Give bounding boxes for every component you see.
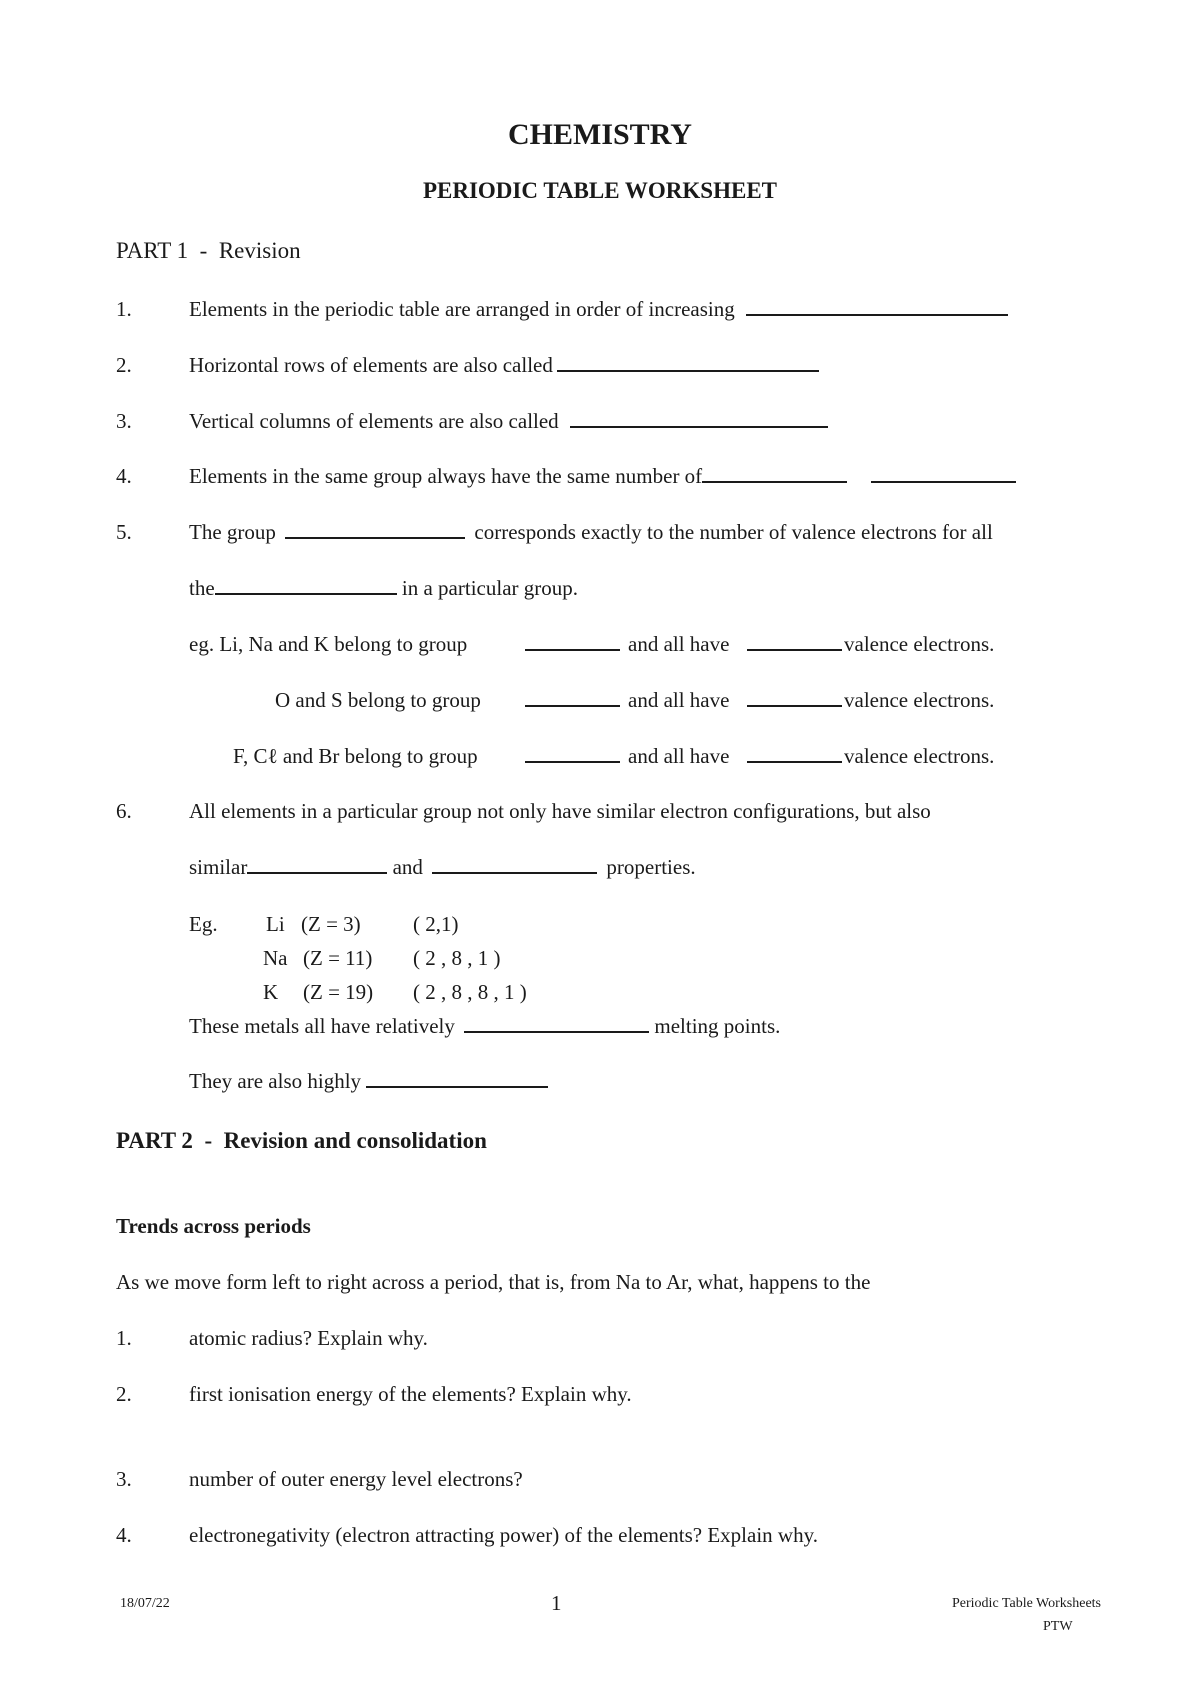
q6-melting-line <box>189 1013 780 1039</box>
q6-row-3-z: (Z = 19) <box>303 980 374 1004</box>
q6-blank-1[interactable] <box>247 854 387 874</box>
q6-row-2-element: Na <box>263 946 288 970</box>
q2-line <box>189 352 819 378</box>
trends-intro: As we move form left to right across a period, that is, from Na to Ar, what, happens to the <box>116 1270 871 1294</box>
q4-answer-blank-1[interactable] <box>702 463 847 483</box>
q6-line-2 <box>189 854 696 880</box>
q6-melting-b: melting points. <box>654 1014 781 1038</box>
q6-row-1-config: ( 2,1) <box>413 912 459 936</box>
q2-text: Horizontal rows of elements are also called <box>189 353 553 377</box>
q5-ex3-valence-blank[interactable] <box>747 743 842 763</box>
q5-ex3-valence-blank-wrap <box>747 743 842 769</box>
q6-blank-2[interactable] <box>432 854 597 874</box>
p2-item-3-text: number of outer energy level electrons? <box>189 1467 523 1491</box>
q5-ex2-valence-blank-wrap <box>747 687 842 713</box>
q5-ex1-valence-blank-wrap <box>747 631 842 657</box>
q6-text-c: and <box>392 855 423 879</box>
q5-ex2-start: O and S belong to group <box>275 688 481 712</box>
q5-ex2-all-have: and all have <box>628 688 730 712</box>
q5-ex2-valence: valence electrons. <box>844 688 995 712</box>
q5-example-3 <box>233 743 478 769</box>
q5-ex3-group-blank-wrap <box>525 743 620 769</box>
part2-name: Revision and consolidation <box>223 1128 487 1153</box>
q4-text: Elements in the same group always have the same number of <box>189 464 703 488</box>
q5-text-d: in a particular group. <box>401 576 579 600</box>
part2-heading <box>116 1128 487 1154</box>
q5-ex3-start: F, Cℓ and Br belong to group <box>233 744 478 768</box>
q6-row-3-element: K <box>263 980 279 1004</box>
q4-number: 4. <box>116 464 132 488</box>
q1-line <box>189 296 1008 322</box>
q5-ex2-group-blank-wrap <box>525 687 620 713</box>
q6-row-1-z: (Z = 3) <box>301 912 361 936</box>
part1-name: Revision <box>218 238 301 263</box>
p2-item-4-number: 4. <box>116 1523 132 1547</box>
q6-melting-blank[interactable] <box>464 1013 649 1033</box>
page-subtitle: PERIODIC TABLE WORKSHEET <box>422 178 778 203</box>
q5-number: 5. <box>116 520 132 544</box>
q6-text-b: similar <box>189 855 248 879</box>
q5-ex1-start: eg. Li, Na and K belong to group <box>189 632 468 656</box>
q5-example-2 <box>275 687 481 713</box>
q1-number: 1. <box>116 297 132 321</box>
p2-item-4-text: electronegativity (electron attracting power) of the elements? Explain why. <box>189 1523 818 1547</box>
p2-item-1-number: 1. <box>116 1326 132 1350</box>
footer-code: PTW <box>1043 1619 1073 1634</box>
q5-ex1-group-blank-wrap <box>525 631 620 657</box>
q5-ex1-valence-blank[interactable] <box>747 631 842 651</box>
footer-page-number: 1 <box>551 1591 562 1615</box>
q5-ex1-all-have: and all have <box>628 632 730 656</box>
q3-number: 3. <box>116 409 132 433</box>
q3-line <box>189 408 828 434</box>
q1-text: Elements in the periodic table are arranged in order of increasing <box>189 297 735 321</box>
q2-answer-blank[interactable] <box>557 352 819 372</box>
q6-number: 6. <box>116 799 132 823</box>
q5-text-c: the <box>189 576 215 600</box>
q5-text-b: corresponds exactly to the number of valence electrons for all <box>474 520 993 544</box>
q1-answer-blank[interactable] <box>746 296 1008 316</box>
footer-date: 18/07/22 <box>120 1596 170 1611</box>
q4-answer-blank-2[interactable] <box>871 463 1016 483</box>
q6-text-a: All elements in a particular group not only have similar electron configurations, but also <box>189 799 931 823</box>
q5-ex3-group-blank[interactable] <box>525 743 620 763</box>
part1-dash: - <box>199 238 208 263</box>
p2-item-1-text: atomic radius? Explain why. <box>189 1326 428 1350</box>
q6-highly-text: They are also highly <box>189 1069 362 1093</box>
q6-row-1-element: Li <box>266 912 285 936</box>
q6-row-2-config: ( 2 , 8 , 1 ) <box>413 946 501 970</box>
footer-doc-name: Periodic Table Worksheets <box>952 1596 1102 1611</box>
q3-answer-blank[interactable] <box>570 408 828 428</box>
p2-item-3-number: 3. <box>116 1467 132 1491</box>
q3-text: Vertical columns of elements are also called <box>189 409 559 433</box>
q5-line-2 <box>189 575 578 601</box>
page-title: CHEMISTRY <box>508 118 692 151</box>
part1-heading <box>116 238 301 264</box>
q6-highly-line <box>189 1068 548 1094</box>
part1-label: PART 1 <box>116 238 189 263</box>
q6-highly-blank[interactable] <box>366 1068 548 1088</box>
q5-example-1 <box>189 631 467 657</box>
q6-eg-label: Eg. <box>189 912 218 936</box>
q5-ex2-valence-blank[interactable] <box>747 687 842 707</box>
q5-ex3-all-have: and all have <box>628 744 730 768</box>
p2-item-2-text: first ionisation energy of the elements? Explain why. <box>189 1382 632 1406</box>
p2-item-2-number: 2. <box>116 1382 132 1406</box>
q5-ex1-group-blank[interactable] <box>525 631 620 651</box>
q5-text-a: The group <box>189 520 276 544</box>
trends-heading: Trends across periods <box>116 1214 311 1238</box>
q5-the-blank[interactable] <box>215 575 397 595</box>
q6-row-3-config: ( 2 , 8 , 8 , 1 ) <box>413 980 527 1004</box>
q6-row-2-z: (Z = 11) <box>303 946 373 970</box>
part2-dash: - <box>204 1128 213 1153</box>
q4-line <box>189 463 1016 489</box>
q5-ex1-valence: valence electrons. <box>844 632 995 656</box>
q5-ex2-group-blank[interactable] <box>525 687 620 707</box>
q6-melting-a: These metals all have relatively <box>189 1014 455 1038</box>
q5-line-1 <box>189 519 993 545</box>
q2-number: 2. <box>116 353 132 377</box>
q6-text-d: properties. <box>606 855 696 879</box>
q5-ex3-valence: valence electrons. <box>844 744 995 768</box>
q5-group-blank[interactable] <box>285 519 465 539</box>
part2-label: PART 2 <box>116 1128 193 1153</box>
